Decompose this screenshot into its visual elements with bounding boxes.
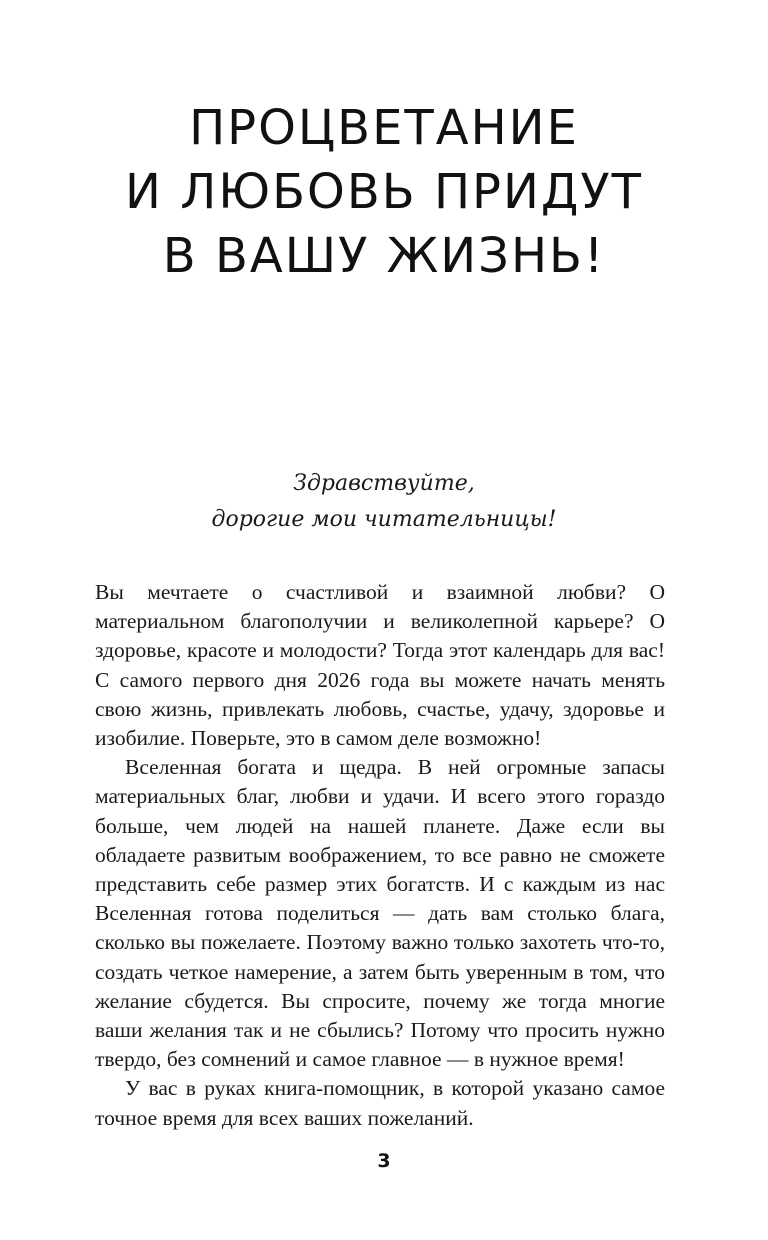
page-number: 3 (377, 1150, 391, 1172)
body-text (95, 578, 665, 1133)
chapter-title-line-1: ПРОЦВЕТАНИЕ (189, 100, 579, 156)
paragraph-1: Вы мечтаете о счастливой и взаимной любви? О материальном благополучии и великолепной карьере? О здоровье, красоте и молодости? Тогда этот календарь для вас! С самого первого дня 2026 года вы можете начать менять свою жизнь, привлекать любовь, счастье, удачу, здоровье и изобилие. Поверьте, это в самом деле возможно! (95, 580, 665, 751)
chapter-title (0, 96, 768, 288)
greeting-line-2: дорогие мои читательницы! (211, 507, 557, 532)
chapter-title-line-3: В ВАШУ ЖИЗНЬ! (162, 228, 606, 284)
greeting (0, 466, 768, 538)
greeting-line-1: Здравствуйте, (293, 471, 475, 496)
paragraph-3: У вас в руках книга-помощник, в которой указано самое точное время для всех ваших пожеланий. (95, 1076, 665, 1130)
chapter-title-line-2: И ЛЮБОВЬ ПРИДУТ (125, 164, 643, 220)
paragraph-2: Вселенная богата и щедра. В ней огромные запасы материальных благ, любви и удачи. И всего этого гораздо больше, чем людей на нашей планете. Даже если вы обладаете развитым воображением, то все равно не сможете представить себе размер этих богатств. И с каждым из нас Вселенная готова поделиться — дать вам столько блага, сколько вы пожелаете. Поэтому важно только захотеть что-то, создать четкое намерение, а затем быть уверенным в том, что желание сбудется. Вы спросите, почему же тогда многие ваши желания так и не сбылись? Потому что просить нужно твердо, без сомнений и самое главное — в нужное время! (95, 755, 665, 1072)
